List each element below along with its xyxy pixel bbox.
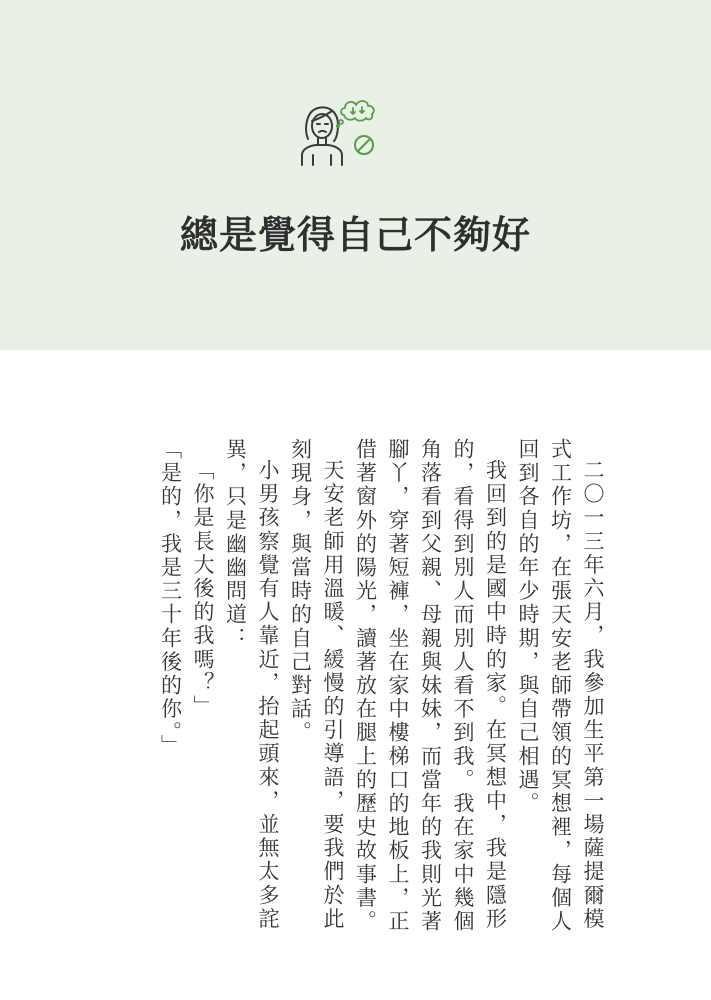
paragraph: 小男孩察覺有人靠近，抬起頭來，並無太多詫異，只是幽幽問道： (223, 438, 280, 931)
paragraph: 我回到的是國中時的家。在冥想中，我是隱形的，看得到別人而別人看不到我。我在家中幾個角落看到父親、母親與妹妹，而當年的我則光著腳丫，穿著短褲，坐在家中樓梯口的地板上，正借著窗外的陽光，讀著放在腿上的歷史故事書。 (353, 438, 508, 934)
person-icon (302, 107, 342, 165)
chapter-title: 總是覺得自己不夠好 (179, 212, 531, 257)
body-text (154, 438, 609, 938)
thought-cloud-icon (337, 101, 374, 127)
prohibited-icon (355, 136, 373, 154)
chapter-header-band (0, 0, 711, 350)
dialogue-line: 「你是長大後的我嗎？」 (191, 459, 215, 719)
chapter-illustration (298, 95, 382, 171)
paragraph: 天安老師用溫暖、緩慢的引導語，要我們於此刻現身，與當時的自己對話。 (288, 438, 345, 931)
dialogue-line: 「是的，我是三十年後的你。」 (158, 438, 183, 758)
paragraph: 二〇一三年六月，我參加生平第一場薩提爾模式工作坊，在張天安老師帶領的冥想裡，每個人回到各自的年少時期，與自己相遇。 (516, 438, 605, 934)
